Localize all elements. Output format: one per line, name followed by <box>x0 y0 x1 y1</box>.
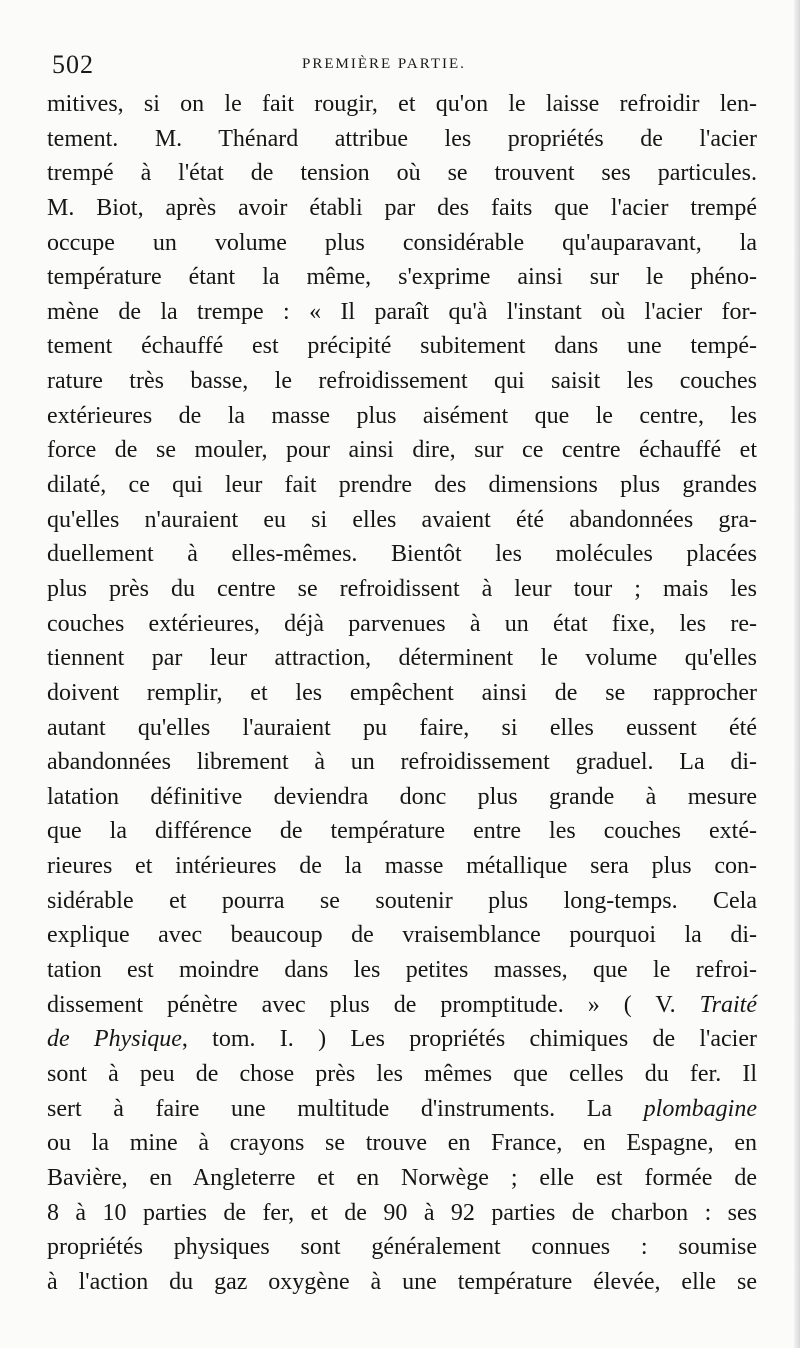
text-segment: sont à peu de chose près les mêmes que celles du fer. Il <box>47 1060 757 1087</box>
text-segment: abandonnées librement à un refroidissement graduel. La di- <box>47 749 757 776</box>
text-line <box>47 745 757 780</box>
text-segment: dissement pénètre avec plus de promptitude. » ( V. <box>47 991 700 1018</box>
text-line <box>47 295 757 330</box>
text-segment: que la différence de température entre les couches exté- <box>47 818 757 845</box>
running-head: PREMIÈRE PARTIE. <box>302 56 466 72</box>
text-segment: ou la mine à crayons se trouve en France, en Espagne, en <box>47 1130 757 1157</box>
text-segment: explique avec beaucoup de vraisemblance pourquoi la di- <box>47 922 757 949</box>
text-segment: dilaté, ce qui leur fait prendre des dimensions plus grandes <box>47 472 757 499</box>
text-line <box>47 433 757 468</box>
text-segment: plus près du centre se refroidissent à leur tour ; mais les <box>47 575 757 602</box>
text-line <box>47 780 757 815</box>
text-segment: tation est moindre dans les petites masses, que le refroi- <box>47 957 757 984</box>
text-segment: M. Biot, après avoir établi par des faits que l'acier trempé <box>47 194 757 221</box>
text-line <box>47 1265 757 1300</box>
text-segment: tement. M. Thénard attribue les propriétés de l'acier <box>47 125 757 152</box>
text-line <box>47 814 757 849</box>
text-segment: tement échauffé est précipité subitement dans une tempé- <box>47 333 757 360</box>
text-segment: tiennent par leur attraction, déterminent le volume qu'elles <box>47 645 757 672</box>
italic-text-segment: Traité <box>699 991 757 1018</box>
text-line <box>47 849 757 884</box>
text-line <box>47 364 757 399</box>
text-line <box>47 1161 757 1196</box>
text-segment: mitives, si on le fait rougir, et qu'on le laisse refroidir len- <box>47 91 757 117</box>
text-segment: trempé à l'état de tension où se trouvent ses particules. <box>47 160 757 187</box>
text-segment: autant qu'elles l'auraient pu faire, si elles eussent été <box>47 714 757 741</box>
text-line <box>47 711 757 746</box>
italic-text-segment: de Physique <box>47 1026 182 1053</box>
text-segment: qu'elles n'auraient eu si elles avaient été abandonnées gra- <box>47 506 757 533</box>
text-line <box>47 641 757 676</box>
text-segment: Bavière, en Angleterre et en Norwège ; elle est formée de <box>47 1164 757 1191</box>
text-segment: extérieures de la masse plus aisément que le centre, les <box>47 402 757 429</box>
text-segment: rature très basse, le refroidissement qui saisit les couches <box>47 368 757 395</box>
text-line <box>47 607 757 642</box>
text-segment: température étant la même, s'exprime ainsi sur le phéno- <box>47 264 757 291</box>
text-line <box>47 226 757 261</box>
text-line <box>47 260 757 295</box>
page-number: 502 <box>52 50 94 79</box>
text-segment: mène de la trempe : « Il paraît qu'à l'instant où l'acier for- <box>47 298 757 325</box>
text-segment: duellement à elles-mêmes. Bientôt les molécules placées <box>47 541 757 568</box>
text-segment: doivent remplir, et les empêchent ainsi de se rapprocher <box>47 679 757 706</box>
text-segment: rieures et intérieures de la masse métallique sera plus con- <box>47 853 757 880</box>
page-header <box>52 50 752 90</box>
text-line <box>47 87 757 122</box>
text-line <box>47 156 757 191</box>
text-line <box>47 884 757 919</box>
text-line <box>47 988 757 1023</box>
text-line <box>47 537 757 572</box>
text-line <box>47 572 757 607</box>
text-segment: couches extérieures, déjà parvenues à un état fixe, les re- <box>47 610 757 637</box>
text-line <box>47 1022 757 1057</box>
text-line <box>47 676 757 711</box>
text-segment: sidérable et pourra se soutenir plus long-temps. Cela <box>47 887 757 914</box>
text-segment: force de se mouler, pour ainsi dire, sur ce centre échauffé et <box>47 437 757 464</box>
text-segment: , tom. I. ) Les propriétés chimiques de l'acier <box>181 1026 757 1053</box>
text-line <box>47 918 757 953</box>
text-segment: propriétés physiques sont généralement connues : soumise <box>47 1234 757 1261</box>
text-line <box>47 1057 757 1092</box>
italic-text-segment: plombagine <box>643 1095 757 1122</box>
text-line <box>47 953 757 988</box>
page-edge-shadow <box>794 0 800 1348</box>
text-line <box>47 1092 757 1127</box>
text-segment: à l'action du gaz oxygène à une température élevée, elle se <box>47 1268 757 1295</box>
body-text <box>47 87 757 1299</box>
text-line <box>47 122 757 157</box>
text-segment: 8 à 10 parties de fer, et de 90 à 92 parties de charbon : ses <box>47 1199 757 1226</box>
text-segment: sert à faire une multitude d'instruments. La <box>47 1095 644 1122</box>
text-line <box>47 468 757 503</box>
text-line <box>47 191 757 226</box>
text-line <box>47 329 757 364</box>
text-line <box>47 1230 757 1265</box>
text-segment: latation définitive deviendra donc plus grande à mesure <box>47 783 757 810</box>
text-line <box>47 1126 757 1161</box>
text-line <box>47 503 757 538</box>
text-line <box>47 1196 757 1231</box>
text-segment: occupe un volume plus considérable qu'auparavant, la <box>47 229 757 256</box>
text-line <box>47 399 757 434</box>
